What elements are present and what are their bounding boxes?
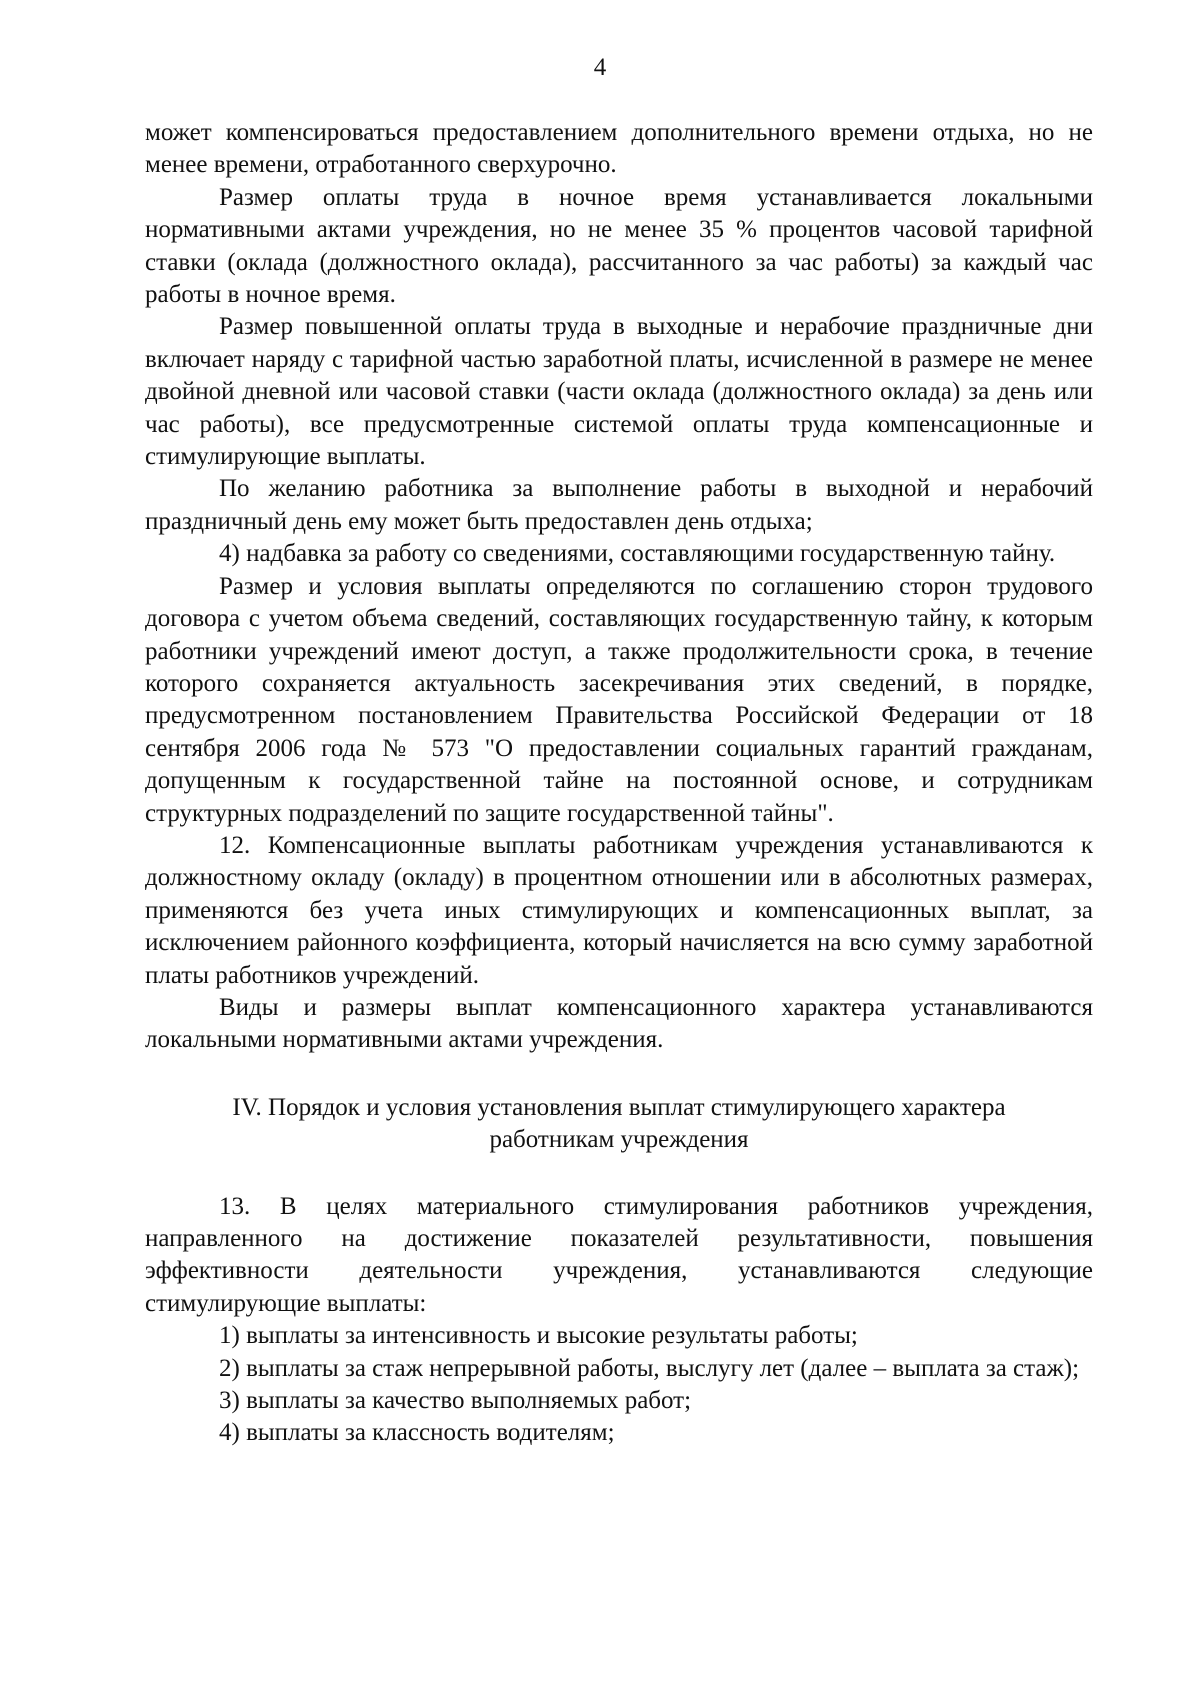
document-body bbox=[145, 117, 1093, 1450]
section-heading bbox=[145, 1092, 1093, 1157]
section-after-heading bbox=[145, 1191, 1093, 1450]
paragraph: может компенсироваться предоставлением дополнительного времени отдыха, но не менее времени, отработанного сверхурочно. bbox=[145, 119, 1093, 179]
paragraph: Размер оплаты труда в ночное время устанавливается локальными нормативными актами учреждения, но не менее 35 % процентов часовой тарифной ставки (оклада (должностного оклада), рассчитанного за час работы) за каждый час работы в ночное время. bbox=[145, 183, 1093, 309]
paragraph: 4) надбавка за работу со сведениями, составляющими государственную тайну. bbox=[219, 540, 1056, 568]
paragraph: Виды и размеры выплат компенсационного характера устанавливаются локальными нормативными актами учреждения. bbox=[145, 993, 1093, 1054]
paragraph: 13. В целях материального стимулирования работников учреждения, направленного на достижение показателей результативности, повышения эффективности деятельности учреждения, устанавливаются следующие стимулирующие выплаты: bbox=[145, 1192, 1093, 1317]
paragraph: Размер и условия выплаты определяются по соглашению сторон трудового договора с учетом объема сведений, составляющих государственную тайну, к которым работники учреждений имеют доступ, а также продолжительности срока, в течение которого сохраняется актуальность засекречивания этих сведений, в порядке, предусмотренном постановлением Правительства Российской Федерации от 18 сентября 2006 года № 573 "О предоставлении социальных гарантий гражданам, допущенным к государственной тайне на постоянной основе, и сотрудникам структурных подразделений по защите государственной тайны". bbox=[145, 572, 1093, 827]
list-item: 3) выплаты за качество выполняемых работ; bbox=[219, 1387, 692, 1415]
paragraph: 12. Компенсационные выплаты работникам учреждения устанавливаются к должностному окладу (окладу) в процентном отношении или в абсолютных размерах, применяются без учета иных стимулирующих и компенсационных выплат, за исключением районного коэффициента, который начисляется на всю сумму заработной платы работников учреждений. bbox=[145, 831, 1093, 989]
list-item: 4) выплаты за классность водителям; bbox=[219, 1419, 615, 1447]
section-heading-line: работникам учреждения bbox=[489, 1126, 749, 1154]
paragraph: Размер повышенной оплаты труда в выходные и нерабочие праздничные дни включает наряду с тарифной частью заработной платы, исчисленной в размере не менее двойной дневной или часовой ставки (части оклада (должностного оклада) за день или час работы), все предусмотренные системой оплаты труда компенсационные и стимулирующие выплаты. bbox=[145, 313, 1093, 471]
list-item: 2) выплаты за стаж непрерывной работы, выслугу лет (далее – выплата за стаж); bbox=[219, 1354, 1080, 1382]
list-item: 1) выплаты за интенсивность и высокие результаты работы; bbox=[219, 1322, 858, 1350]
paragraph: По желанию работника за выполнение работы в выходной и нерабочий праздничный день ему может быть предоставлен день отдыха; bbox=[145, 475, 1093, 535]
section-heading-line: IV. Порядок и условия установления выплат стимулирующего характера bbox=[232, 1093, 1006, 1121]
page-number: 4 bbox=[593, 54, 607, 81]
section-before-heading bbox=[145, 117, 1093, 1057]
